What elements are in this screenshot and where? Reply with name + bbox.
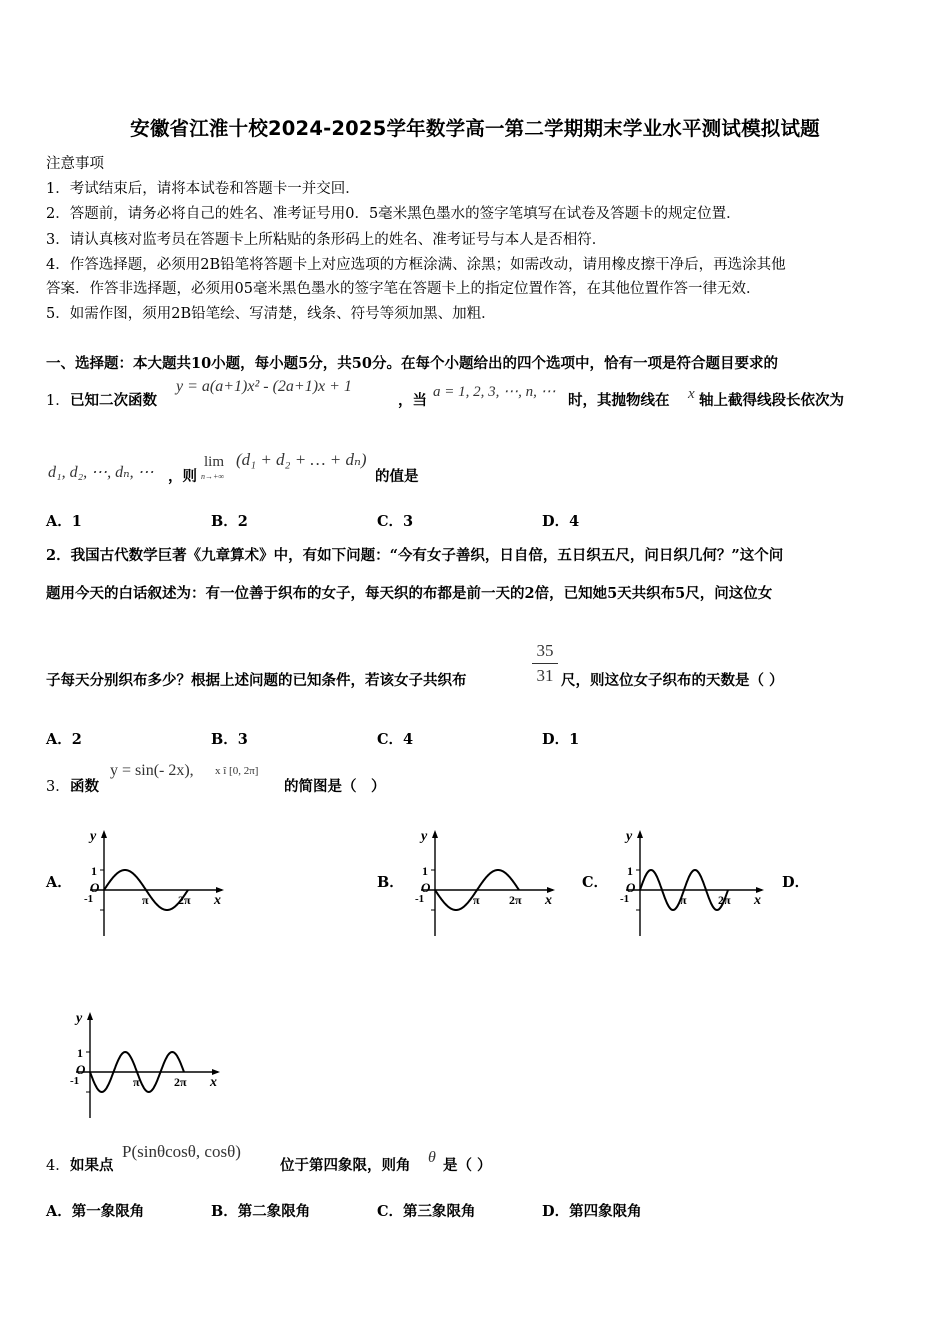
q4-text: 如果点 bbox=[70, 1157, 114, 1174]
tick-label-pi: π bbox=[142, 893, 149, 907]
q4-option-b[interactable]: B．第二象限角 bbox=[211, 1203, 311, 1220]
notice-item: 4．作答选择题，必须用2B铅笔将答题卡上对应选项的方框涂满、涂黑；如需改动，请用橡皮擦干净后，再选涂其他 bbox=[46, 257, 786, 273]
q1-text: ，当 bbox=[398, 392, 427, 409]
tick-label-pi: π bbox=[680, 893, 687, 907]
q2-fraction-numerator: 35 bbox=[536, 641, 554, 660]
y-axis-arrow bbox=[101, 830, 107, 838]
q1-lim-expr: (d₁ + d₂ + … + dₙ) bbox=[236, 450, 367, 469]
q2-option-c[interactable]: C．4 bbox=[377, 731, 414, 748]
notice-item: 2．答题前，请务必将自己的姓名、准考证号用0．5毫米黑色墨水的签字笔填写在试卷及答题卡的规定位置． bbox=[46, 206, 741, 222]
graph-d bbox=[50, 1008, 224, 1120]
q3-number: 3． bbox=[46, 779, 70, 795]
tick-label-one: 1 bbox=[91, 864, 97, 878]
graph-a bbox=[64, 826, 228, 938]
q1-number: 1． bbox=[46, 393, 70, 409]
q2-fraction-denominator: 31 bbox=[536, 666, 554, 685]
tick-label-neg: -1 bbox=[415, 893, 425, 905]
origin-label: O bbox=[626, 880, 636, 895]
notice-item: 3．请认真核对监考员在答题卡上所粘贴的条形码上的姓名、准考证号与本人是否相符． bbox=[46, 232, 607, 248]
q3-option-c[interactable]: C． bbox=[582, 874, 609, 891]
q4-text: 位于第四象限，则角 bbox=[280, 1157, 411, 1174]
notice-item: 答案．作答非选择题，必须用05毫米黑色墨水的签字笔在答题卡上的指定位置作答，在其他位置作答一律无效． bbox=[46, 281, 761, 297]
tick-label-neg: -1 bbox=[620, 893, 630, 905]
section-heading: 一、选择题：本大题共10小题，每小题5分，共50分。在每个小题给出的四个选项中，恰有一项是符合题目要求的 bbox=[46, 355, 778, 372]
q3-domain: x î [0, 2π] bbox=[215, 765, 259, 777]
q1-condition: a = 1, 2, 3, ⋯, n, ⋯ bbox=[433, 384, 556, 400]
tick-label-pi: π bbox=[473, 893, 480, 907]
q3-option-a[interactable]: A． bbox=[46, 874, 72, 891]
q1-lim-sub: n→+∞ bbox=[201, 472, 225, 481]
notice-item: 5．如需作图，须用2B铅笔绘、写清楚，线条、符号等须加黑、加粗． bbox=[46, 306, 496, 322]
q4-var: θ bbox=[428, 1149, 436, 1166]
q2-option-d[interactable]: D．1 bbox=[542, 731, 580, 748]
q1-formula: y = a(a+1)x² - (2a+1)x + 1 bbox=[176, 378, 352, 395]
tick-label-two-pi: 2π bbox=[509, 893, 522, 907]
graph-b bbox=[395, 826, 559, 938]
q4-option-d[interactable]: D．第四象限角 bbox=[542, 1203, 642, 1220]
y-axis-arrow bbox=[432, 830, 438, 838]
q1-text: 已知二次函数 bbox=[70, 392, 157, 409]
q1-sequence: d₁, d₂, ⋯, dₙ, ⋯ bbox=[48, 464, 154, 481]
graph-d-axes bbox=[70, 1011, 220, 1118]
x-axis-label: x bbox=[545, 893, 552, 908]
q2-line: 尺，则这位女子织布的天数是（ ） bbox=[561, 672, 784, 689]
q4-text: 是（ ） bbox=[443, 1157, 492, 1174]
q4-option-c[interactable]: C．第三象限角 bbox=[377, 1203, 476, 1220]
q1-text: 轴上截得线段长依次为 bbox=[699, 392, 844, 409]
y-axis-label: y bbox=[76, 1011, 83, 1026]
graph-a-axes bbox=[84, 829, 224, 936]
notice-item: 1．考试结束后，请将本试卷和答题卡一并交回． bbox=[46, 181, 360, 197]
graph-b-axes bbox=[415, 829, 555, 936]
q4-number: 4． bbox=[46, 1158, 70, 1174]
origin-label: O bbox=[421, 880, 431, 895]
q2-line: 题用今天的白话叙述为：有一位善于织布的女子，每天织的布都是前一天的2倍，已知她5天共织布5尺，问这位女 bbox=[46, 585, 773, 602]
q1-option-b[interactable]: B．2 bbox=[211, 513, 248, 530]
tick-label-two-pi: 2π bbox=[718, 893, 731, 907]
q1-var: x bbox=[688, 386, 695, 402]
q3-text: 的简图是（ ） bbox=[284, 778, 386, 795]
q4-option-a[interactable]: A．第一象限角 bbox=[46, 1203, 145, 1220]
page-title: 安徽省江淮十校2024-2025学年数学高一第二学期期末学业水平测试模拟试题 bbox=[130, 117, 820, 140]
q3-text: 函数 bbox=[70, 778, 99, 795]
q3-option-d[interactable]: D． bbox=[782, 874, 810, 891]
notice-heading: 注意事项 bbox=[46, 156, 104, 172]
q4-formula: P(sinθcosθ, cosθ) bbox=[122, 1142, 241, 1161]
graph-c bbox=[600, 826, 768, 938]
x-axis-label: x bbox=[210, 1075, 217, 1090]
tick-label-one: 1 bbox=[627, 864, 633, 878]
tick-label-one: 1 bbox=[77, 1046, 83, 1060]
q3-option-b[interactable]: B． bbox=[377, 874, 404, 891]
y-axis-arrow bbox=[637, 830, 643, 838]
q1-option-a[interactable]: A．1 bbox=[46, 513, 82, 530]
q1-option-c[interactable]: C．3 bbox=[377, 513, 414, 530]
q2-option-b[interactable]: B．3 bbox=[211, 731, 248, 748]
tick-label-one: 1 bbox=[422, 864, 428, 878]
tick-label-two-pi: 2π bbox=[174, 1075, 187, 1089]
q2-fraction bbox=[532, 641, 558, 686]
x-axis-label: x bbox=[754, 893, 761, 908]
tick-label-two-pi: 2π bbox=[178, 893, 191, 907]
q1-option-d[interactable]: D．4 bbox=[542, 513, 580, 530]
y-axis-label: y bbox=[421, 829, 428, 844]
origin-label: O bbox=[90, 880, 100, 895]
q3-formula: y = sin(- 2x), bbox=[110, 762, 194, 779]
tick-label-pi: π bbox=[133, 1075, 140, 1089]
q2-option-a[interactable]: A．2 bbox=[46, 731, 82, 748]
y-axis-label: y bbox=[626, 829, 633, 844]
q2-line: 子每天分别织布多少？根据上述问题的已知条件，若该女子共织布 bbox=[46, 672, 467, 689]
tick-label-neg: -1 bbox=[84, 893, 94, 905]
q2-line: 2．我国古代数学巨著《九章算术》中，有如下问题：“今有女子善织，日自倍，五日织五尺，问日织几何？”这个问 bbox=[46, 547, 784, 564]
q2-fraction-bar bbox=[532, 663, 558, 664]
y-axis-label: y bbox=[90, 829, 97, 844]
q1-text: 的值是 bbox=[375, 468, 419, 485]
q1-text: 时，其抛物线在 bbox=[568, 392, 670, 409]
origin-label: O bbox=[76, 1062, 86, 1077]
y-axis-arrow bbox=[87, 1012, 93, 1020]
x-axis-label: x bbox=[214, 893, 221, 908]
q1-text: ，则 bbox=[168, 468, 197, 485]
q1-lim: lim bbox=[204, 454, 225, 470]
graph-c-axes bbox=[620, 829, 764, 936]
tick-label-neg: -1 bbox=[70, 1075, 80, 1087]
